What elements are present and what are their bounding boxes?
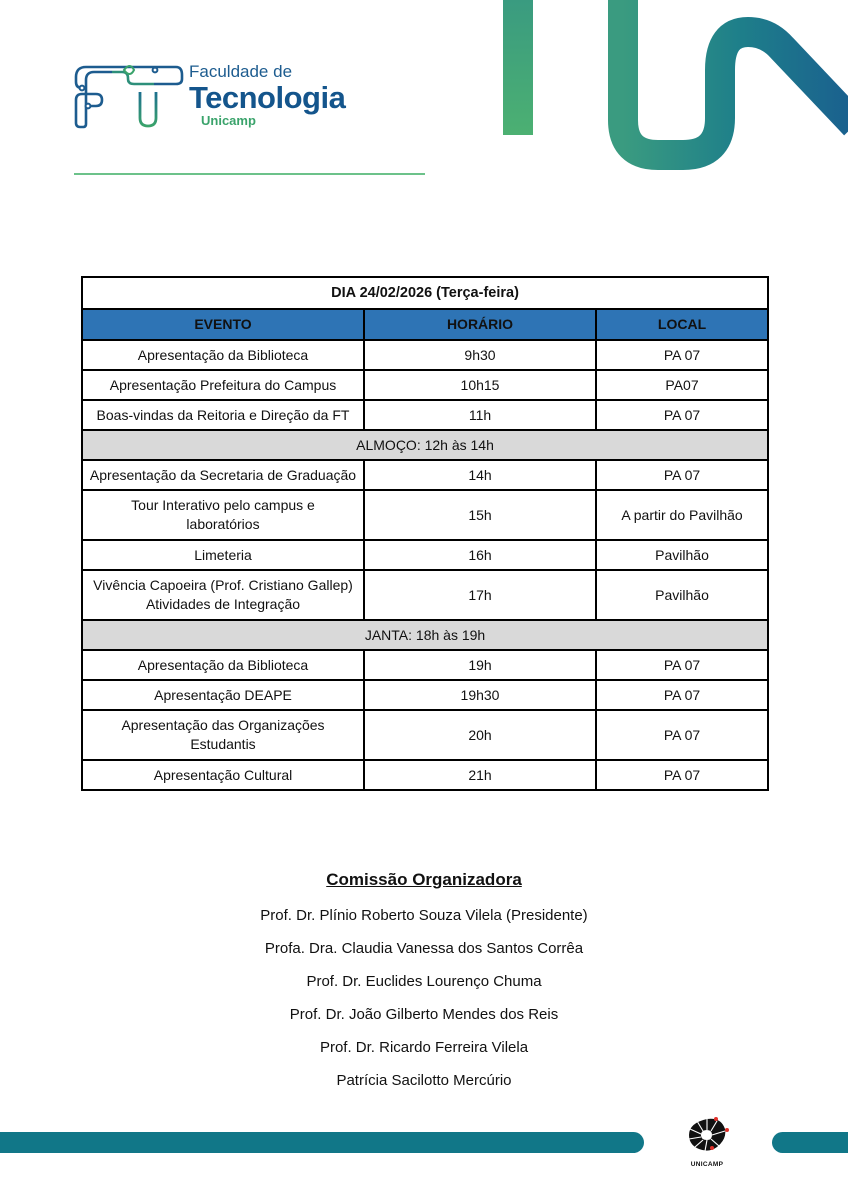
decorative-wave-icon [490,0,848,180]
cell-evento: Boas-vindas da Reitoria e Direção da FT [82,400,364,430]
table-row [82,760,768,790]
cell-evento: Apresentação da Secretaria de Graduação [82,460,364,490]
logo-wordmark [189,62,345,128]
logo-unicamp: Unicamp [201,113,256,128]
table-row [82,680,768,710]
cell-evento: Tour Interativo pelo campus e laboratórios [82,490,364,540]
cell-evento: Apresentação Prefeitura do Campus [82,370,364,400]
cell-local: A partir do Pavilhão [596,490,768,540]
committee-section [0,866,848,1097]
schedule-title-row [82,277,768,309]
footer-bar-right [772,1132,848,1153]
table-row [82,570,768,620]
cell-local: PA 07 [596,760,768,790]
schedule-title: DIA 24/02/2026 (Terça-feira) [82,277,768,309]
committee-member: Profa. Dra. Claudia Vanessa dos Santos Corrêa [264,940,584,957]
unicamp-emblem-icon [683,1115,731,1155]
cell-horario: 20h [364,710,596,760]
cell-local: PA07 [596,370,768,400]
cell-evento: Apresentação Cultural [82,760,364,790]
cell-horario: 19h30 [364,680,596,710]
cell-horario: 11h [364,400,596,430]
logo-tecnologia: Tecnologia [189,80,346,115]
committee-member: Prof. Dr. João Gilberto Mendes dos Reis [289,1006,559,1023]
table-row [82,340,768,370]
column-header-local: LOCAL [596,309,768,340]
committee-title: Comissão Organizadora [326,870,522,889]
cell-horario: 15h [364,490,596,540]
cell-local: PA 07 [596,340,768,370]
cell-evento: Apresentação das Organizações Estudantis [82,710,364,760]
column-header-horario: HORÁRIO [364,309,596,340]
committee-member: Prof. Dr. Plínio Roberto Souza Vilela (Presidente) [260,907,588,924]
cell-horario: 16h [364,540,596,570]
cell-local: PA 07 [596,460,768,490]
break-label: JANTA: 18h às 19h [82,620,768,650]
cell-horario: 19h [364,650,596,680]
deco-green-bar [503,0,533,135]
table-row [82,460,768,490]
break-row-dinner [82,620,768,650]
cell-horario: 9h30 [364,340,596,370]
deco-wave [623,0,848,155]
break-row-lunch [82,430,768,460]
unicamp-logo [682,1115,732,1168]
schedule-table [81,276,769,791]
cell-local: PA 07 [596,710,768,760]
ft-logo [72,60,362,132]
cell-local: Pavilhão [596,540,768,570]
committee-member: Prof. Dr. Euclides Lourenço Chuma [306,973,542,990]
break-label: ALMOÇO: 12h às 14h [82,430,768,460]
cell-horario: 14h [364,460,596,490]
cell-evento: Limeteria [82,540,364,570]
unicamp-label: UNICAMP [690,1161,724,1168]
cell-evento: Apresentação DEAPE [82,680,364,710]
table-row [82,710,768,760]
table-row [82,400,768,430]
table-row [82,490,768,540]
ft-monogram-icon [72,60,187,132]
cell-local: Pavilhão [596,570,768,620]
committee-member: Prof. Dr. Ricardo Ferreira Vilela [319,1039,529,1056]
cell-local: PA 07 [596,650,768,680]
cell-horario: 10h15 [364,370,596,400]
footer-bar-left [0,1132,644,1153]
logo-faculdade: Faculdade de [189,62,293,81]
cell-horario: 21h [364,760,596,790]
cell-local: PA 07 [596,400,768,430]
table-row [82,650,768,680]
schedule-header-row [82,309,768,340]
cell-evento: Apresentação da Biblioteca [82,340,364,370]
table-row [82,370,768,400]
cell-evento: Vivência Capoeira (Prof. Cristiano Gallep) Atividades de Integração [82,570,364,620]
table-row [82,540,768,570]
header-divider [74,173,425,175]
cell-local: PA 07 [596,680,768,710]
column-header-evento: EVENTO [82,309,364,340]
cell-evento: Apresentação da Biblioteca [82,650,364,680]
cell-horario: 17h [364,570,596,620]
committee-member: Patrícia Sacilotto Mercúrio [336,1072,512,1089]
